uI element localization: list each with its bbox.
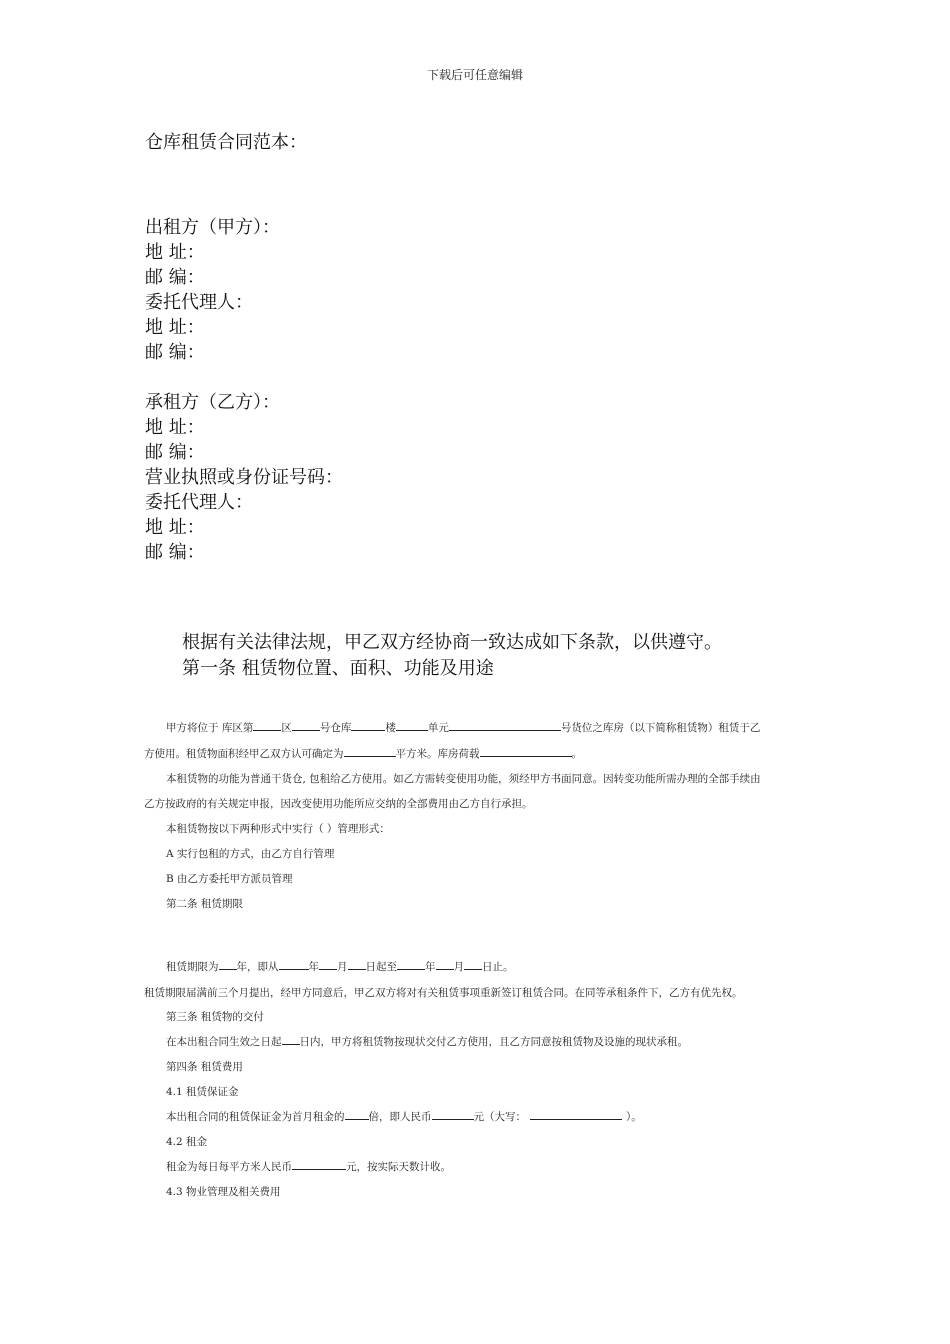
text: 日内，甲方将租赁物按现状交付乙方使用，且乙方同意按租赁物及设施的现状承租。 <box>299 1036 688 1048</box>
blank-rent-amount[interactable] <box>292 1159 346 1170</box>
text: 月 <box>453 961 464 973</box>
blank-deposit-words[interactable] <box>530 1109 622 1120</box>
article1-para1-line2 <box>144 746 582 761</box>
blank-end-month[interactable] <box>436 959 454 970</box>
text: 元（大写： <box>473 1111 526 1123</box>
rent-clause <box>166 1159 451 1174</box>
article4-heading: 第四条 租赁费用 <box>166 1061 243 1073</box>
document-title: 仓库租赁合同范本： <box>145 132 307 153</box>
text: 号货位之库房（以下简称租赁物）租赁于乙 <box>560 722 761 734</box>
lessor-heading: 出租方（甲方）： <box>145 217 280 238</box>
lessor-address: 地 址： <box>145 242 205 263</box>
text: 平方米。库房荷载 <box>395 748 480 760</box>
blank-start-day[interactable] <box>348 959 366 970</box>
preamble: 根据有关法律法规，甲乙双方经协商一致达成如下条款，以供遵守。 <box>182 632 722 653</box>
blank-deposit-amount[interactable] <box>432 1109 474 1120</box>
article1-heading: 第一条 租赁物位置、面积、功能及用途 <box>182 658 494 679</box>
text: 年 <box>425 961 436 973</box>
article1-para3: 本租赁物按以下两种形式中实行（ ）管理形式： <box>166 823 390 835</box>
section-4-2: 4.2 租金 <box>166 1136 208 1148</box>
text: 日止。 <box>482 961 514 973</box>
blank-start-month[interactable] <box>319 959 337 970</box>
blank-years[interactable] <box>219 959 237 970</box>
blank-delivery-days[interactable] <box>282 1034 300 1045</box>
text: 在本出租合同生效之日起 <box>166 1036 282 1048</box>
blank-floor[interactable] <box>396 720 428 731</box>
blank-area-sqm[interactable] <box>344 746 396 757</box>
text: 。 <box>571 748 582 760</box>
lessee-agent-postcode: 邮 编： <box>145 542 205 563</box>
text: 本出租合同的租赁保证金为首月租金的 <box>166 1111 345 1123</box>
lessee-address: 地 址： <box>145 417 205 438</box>
blank-area[interactable] <box>292 720 320 731</box>
article1-para1-line1 <box>166 720 760 735</box>
text: ）。 <box>626 1111 642 1123</box>
section-4-3: 4.3 物业管理及相关费用 <box>166 1186 281 1198</box>
article1-para2-line1: 本租赁物的功能为普通干货仓, 包租给乙方使用。如乙方需转变使用功能，须经甲方书面同意。因转变功能所需办理的全部手续由 <box>166 773 761 785</box>
article3-heading: 第三条 租赁物的交付 <box>166 1011 264 1023</box>
blank-start-year[interactable] <box>279 959 309 970</box>
text: 租赁期限为 <box>166 961 219 973</box>
lease-term <box>166 959 514 974</box>
option-a: A 实行包租的方式，由乙方自行管理 <box>166 848 335 860</box>
lessor-agent-address: 地 址： <box>145 317 205 338</box>
text: 元，按实际天数计收。 <box>346 1161 451 1173</box>
text: 月 <box>337 961 348 973</box>
text: 年 <box>308 961 319 973</box>
blank-load[interactable] <box>480 746 572 757</box>
text: 甲方将位于 库区第 <box>166 722 254 734</box>
text: 倍，即人民币 <box>368 1111 432 1123</box>
blank-end-year[interactable] <box>397 959 425 970</box>
text: 号仓库 <box>319 722 352 734</box>
blank-end-day[interactable] <box>464 959 482 970</box>
option-b: B 由乙方委托甲方派员管理 <box>166 873 293 885</box>
blank-unit[interactable] <box>449 720 561 731</box>
section-4-1: 4.1 租赁保证金 <box>166 1086 239 1098</box>
lessor-postcode: 邮 编： <box>145 267 205 288</box>
blank-warehouse[interactable] <box>351 720 385 731</box>
blank-deposit-multiple[interactable] <box>345 1109 369 1120</box>
lessee-heading: 承租方（乙方）： <box>145 392 280 413</box>
page-header: 下载后可任意编辑 <box>426 68 523 82</box>
text: 租金为每日每平方米人民币 <box>166 1161 292 1173</box>
renewal-clause: 租赁期限届满前三个月提出，经甲方同意后，甲乙双方将对有关租赁事项重新签订租赁合同。在同等承租条件下，乙方有优先权。 <box>144 987 743 999</box>
deposit-clause <box>166 1109 642 1124</box>
delivery-clause <box>166 1034 688 1049</box>
text: 区 <box>281 722 292 734</box>
text: 单元 <box>427 722 449 734</box>
lessee-agent-address: 地 址： <box>145 517 205 538</box>
lessor-agent-postcode: 邮 编： <box>145 342 205 363</box>
lessee-postcode: 邮 编： <box>145 442 205 463</box>
article2-heading: 第二条 租赁期限 <box>166 898 243 910</box>
lessee-license: 营业执照或身份证号码： <box>145 467 343 488</box>
blank-zone[interactable] <box>253 720 281 731</box>
text: 楼 <box>385 722 396 734</box>
text: 日起至 <box>365 961 397 973</box>
text: 年，即从 <box>236 961 279 973</box>
lessor-agent: 委托代理人： <box>145 292 253 313</box>
text: 方使用。租赁物面积经甲乙双方认可确定为 <box>144 748 344 760</box>
lessee-agent: 委托代理人： <box>145 492 253 513</box>
article1-para2-line2: 乙方按政府的有关规定申报，因改变使用功能所应交纳的全部费用由乙方自行承担。 <box>144 798 533 810</box>
